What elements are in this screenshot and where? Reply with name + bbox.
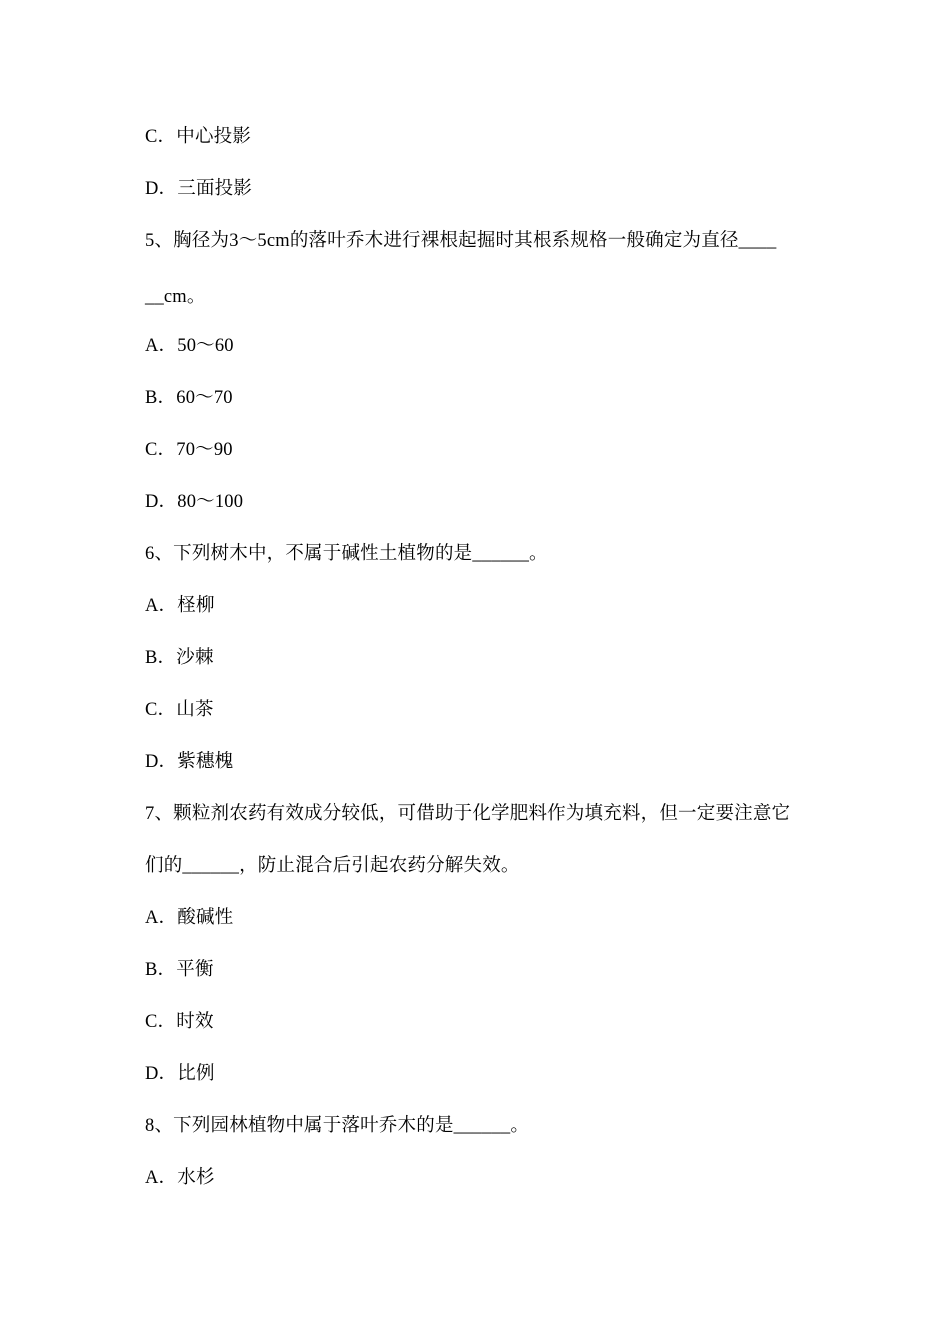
option-c-q5: C．70～90 [145, 440, 233, 460]
option-a-q8: A．水杉 [145, 1168, 215, 1188]
option-a-q5: A．50～60 [145, 336, 234, 356]
option-d-q5: D．80～100 [145, 492, 244, 512]
option-b-q7: B．平衡 [145, 960, 214, 980]
option-c-q6: C．山茶 [145, 700, 214, 720]
question-8: 8、下列园林植物中属于落叶乔木的是______。 [145, 1116, 530, 1136]
question-5-line-1: 5、胸径为3～5cm的落叶乔木进行裸根起掘时其根系规格一般确定为直径____ [145, 231, 777, 251]
option-d-q7: D．比例 [145, 1064, 215, 1084]
option-c-q4: C．中心投影 [145, 127, 252, 147]
question-5-line-2: __cm。 [145, 287, 206, 307]
option-a-q6: A．柽柳 [145, 596, 215, 616]
option-c-q7: C．时效 [145, 1012, 214, 1032]
option-d-q6: D．紫穗槐 [145, 752, 234, 772]
option-b-q6: B．沙棘 [145, 648, 214, 668]
option-a-q7: A．酸碱性 [145, 908, 234, 928]
question-7-line-2: 们的______，防止混合后引起农药分解失效。 [145, 856, 520, 876]
question-6: 6、下列树木中，不属于碱性土植物的是______。 [145, 544, 548, 564]
question-7-line-1: 7、颗粒剂农药有效成分较低，可借助于化学肥料作为填充料，但一定要注意它 [145, 804, 791, 824]
option-b-q5: B．60～70 [145, 388, 233, 408]
option-d-q4: D．三面投影 [145, 179, 253, 199]
